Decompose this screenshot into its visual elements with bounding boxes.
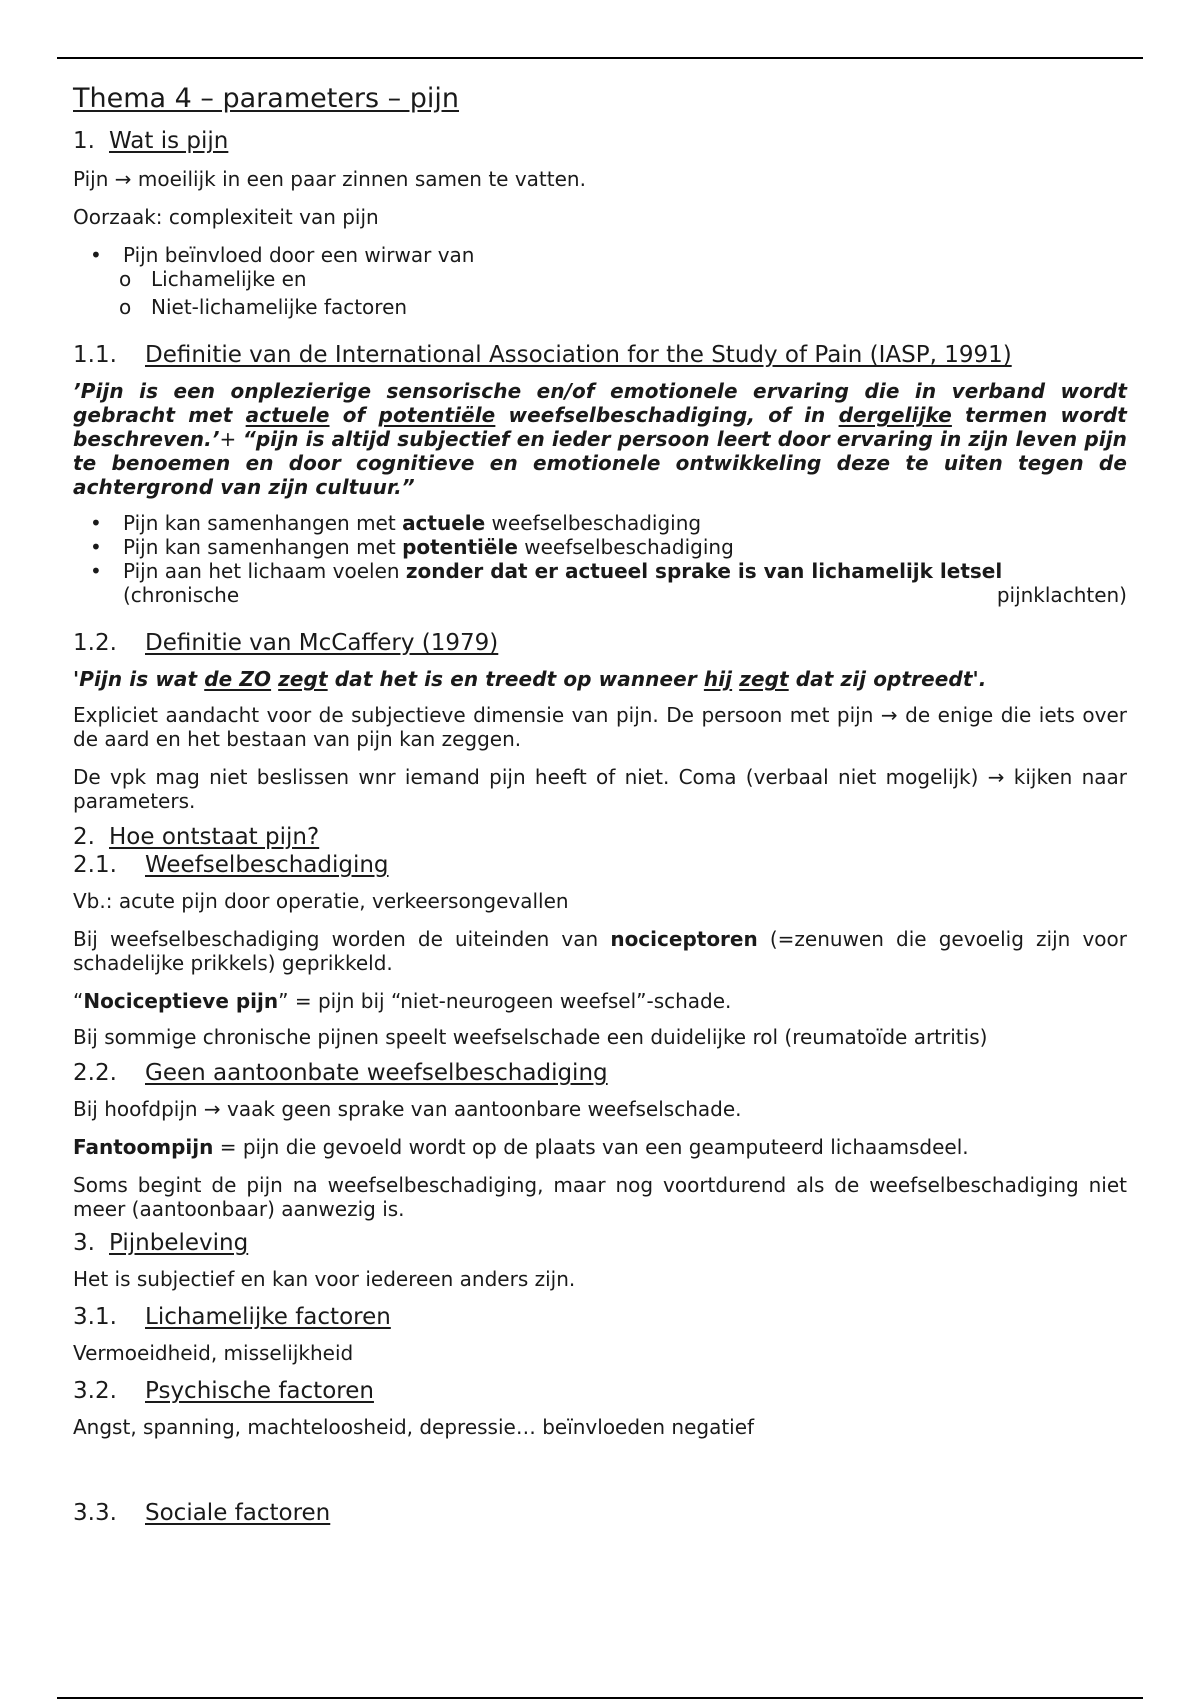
- s11-bullet-continuation: [73, 583, 1127, 607]
- s22-paragraph-2: [73, 1135, 1127, 1159]
- sub-list-item: o Lichamelijke en: [73, 267, 1127, 291]
- continuation-left: (chronische: [123, 583, 240, 607]
- heading-1: [73, 127, 1127, 155]
- heading-2-2: [73, 1059, 1127, 1087]
- heading-2-2-number: 2.2.: [73, 1060, 117, 1086]
- s3-paragraph-1: Het is subjectief en kan voor iedereen anders zijn.: [73, 1267, 576, 1291]
- heading-1-1: [73, 341, 1127, 369]
- list-item: [73, 559, 1127, 583]
- quote-underlined: dergelijke: [838, 403, 952, 427]
- document-body: [73, 82, 1127, 1527]
- heading-3-3-number: 3.3.: [73, 1500, 117, 1526]
- quote-underlined: zegt: [278, 667, 328, 691]
- quote-text: weefselbeschadiging, of in: [495, 403, 839, 427]
- heading-1-number: 1.: [73, 128, 95, 154]
- heading-1-2: [73, 629, 1127, 657]
- s11-bullet-list: [73, 511, 1127, 583]
- quote-text: of: [329, 403, 379, 427]
- heading-3-1-text: Lichamelijke factoren: [145, 1304, 391, 1330]
- list-item-text: weefselbeschadiging: [485, 511, 702, 535]
- list-item-text: Pijn kan samenhangen met: [123, 511, 403, 535]
- bottom-rule: [57, 1697, 1143, 1699]
- heading-1-1-number: 1.1.: [73, 342, 117, 368]
- s22-paragraph-3: Soms begint de pijn na weefselbeschadiging, maar nog voortdurend als de weefselbeschadiging niet meer (aantoonbaar) aanwezig is.: [73, 1173, 1127, 1221]
- continuation-right: pijnklachten): [996, 583, 1127, 607]
- s1-paragraph-2: Oorzaak: complexiteit van pijn: [73, 205, 379, 229]
- heading-1-2-text: Definitie van McCaffery (1979): [145, 630, 499, 656]
- s22-paragraph-1: Bij hoofdpijn → vaak geen sprake van aantoonbare weefselschade.: [73, 1097, 742, 1121]
- list-item: [73, 535, 1127, 559]
- s1-bullet-list: [73, 243, 1127, 319]
- paragraph-bold: Nociceptieve pijn: [83, 989, 279, 1013]
- heading-2: [73, 823, 1127, 851]
- quote-text: 'Pijn is wat: [73, 667, 205, 691]
- heading-2-text: Hoe ontstaat pijn?: [109, 824, 320, 850]
- list-item-bold: zonder dat er actueel sprake is van lichamelijk letsel: [405, 559, 1003, 583]
- heading-3-2-number: 3.2.: [73, 1378, 117, 1404]
- heading-3-number: 3.: [73, 1230, 95, 1256]
- heading-3-1-number: 3.1.: [73, 1304, 117, 1330]
- quote-underlined: zegt: [739, 667, 789, 691]
- list-item: • Pijn beïnvloed door een wirwar van: [73, 243, 1127, 267]
- list-item: [73, 511, 1127, 535]
- quote-plus: +: [219, 427, 243, 451]
- paragraph-text: = pijn die gevoeld wordt op de plaats van een geamputeerd lichaamsdeel.: [213, 1135, 969, 1159]
- heading-3-3-text: Sociale factoren: [145, 1500, 331, 1526]
- s21-paragraph-2: [73, 927, 1127, 975]
- list-item-text: Pijn kan samenhangen met: [123, 535, 403, 559]
- top-rule: [57, 57, 1143, 59]
- quote-underlined: actuele: [245, 403, 330, 427]
- page-title: Thema 4 – parameters – pijn: [73, 83, 460, 114]
- heading-1-1-text: Definitie van de International Association for the Study of Pain (IASP, 1991): [145, 342, 1012, 368]
- s21-paragraph-4: Bij sommige chronische pijnen speelt weefselschade een duidelijke rol (reumatoïde artritis): [73, 1025, 988, 1049]
- heading-2-1-text: Weefselbeschadiging: [145, 852, 389, 878]
- s1-paragraph-1: Pijn → moeilijk in een paar zinnen samen te vatten.: [73, 167, 586, 191]
- sub-list-item: o Niet-lichamelijke factoren: [73, 295, 1127, 319]
- s32-paragraph-1: Angst, spanning, machteloosheid, depressie… beïnvloeden negatief: [73, 1415, 755, 1439]
- paragraph-text: (=zenuwen die gevoelig zijn voor schadelijke prikkels) geprikkeld.: [73, 927, 1127, 975]
- heading-1-2-number: 1.2.: [73, 630, 117, 656]
- quote-text: ’Pijn is een onplezierige sensorische en/of emotionele ervaring die in verband wordt gebracht met: [73, 379, 1127, 427]
- heading-3: [73, 1229, 1127, 1257]
- paragraph-bold: nociceptoren: [610, 927, 758, 951]
- paragraph-text: Bij weefselbeschadiging worden de uiteinden van: [73, 927, 611, 951]
- s21-paragraph-3: [73, 989, 1127, 1013]
- heading-2-number: 2.: [73, 824, 95, 850]
- heading-3-2-text: Psychische factoren: [145, 1378, 374, 1404]
- list-item-bold: actuele: [402, 511, 486, 535]
- s31-paragraph-1: Vermoeidheid, misselijkheid: [73, 1341, 354, 1365]
- heading-3-text: Pijnbeleving: [109, 1230, 249, 1256]
- list-item-text: weefselbeschadiging: [517, 535, 734, 559]
- list-item-bold: potentiële: [402, 535, 518, 559]
- heading-2-2-text: Geen aantoonbate weefselbeschadiging: [145, 1060, 608, 1086]
- heading-1-text: Wat is pijn: [109, 128, 229, 154]
- paragraph-bold: Fantoompijn: [73, 1135, 214, 1159]
- s12-paragraph-1: Expliciet aandacht voor de subjectieve dimensie van pijn. De persoon met pijn → de enige die iets over de aard en het bestaan van pijn kan zeggen.: [73, 703, 1127, 751]
- paragraph-text: ” = pijn bij “niet-neurogeen weefsel”-schade.: [278, 989, 732, 1013]
- s12-paragraph-2: De vpk mag niet beslissen wnr iemand pijn heeft of niet. Coma (verbaal niet mogelijk) → kijken naar parameters.: [73, 765, 1127, 813]
- quote-text: termen wordt beschreven.’: [73, 403, 1127, 451]
- heading-3-3: [73, 1499, 1127, 1527]
- paragraph-text: “: [73, 989, 84, 1013]
- heading-3-2: [73, 1377, 1127, 1405]
- quote-text: “pijn is altijd subjectief en ieder persoon leert door ervaring in zijn leven pijn te benoemen en door cognitieve en emotionele ontwikkeling deze te uiten tegen de achtergrond van zijn cultuur.”: [73, 427, 1127, 499]
- quote-underlined: potentiële: [378, 403, 496, 427]
- heading-3-1: [73, 1303, 1127, 1331]
- quote-text: dat het is en treedt op wanneer: [327, 667, 704, 691]
- iasp-quote: [73, 379, 1127, 499]
- quote-text: dat zij optreedt'.: [788, 667, 987, 691]
- s21-paragraph-1: Vb.: acute pijn door operatie, verkeersongevallen: [73, 889, 569, 913]
- mccaffery-quote: [73, 667, 1127, 691]
- heading-2-1-number: 2.1.: [73, 852, 117, 878]
- list-item-text: Pijn aan het lichaam voelen: [123, 559, 406, 583]
- heading-2-1: [73, 851, 1127, 879]
- quote-underlined: de ZO: [204, 667, 272, 691]
- quote-underlined: hij: [703, 667, 733, 691]
